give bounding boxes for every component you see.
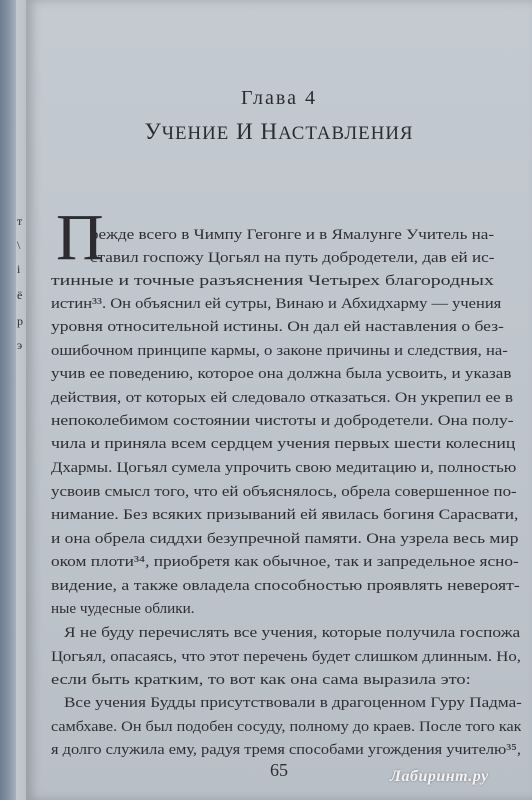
book-edge — [0, 0, 16, 800]
text-line: Дхармы. Цогьял сумела упрочить свою медитацию и, полностью — [51, 459, 517, 476]
chapter-label: Глава 4 — [241, 87, 317, 109]
previous-page-fragment: ё — [17, 288, 23, 302]
text-line: действия, от которых ей следовало отказаться. Он укрепил ее в — [51, 389, 514, 406]
previous-page-fragment: т — [17, 214, 23, 228]
text-line: самбхаве. Он был подобен сосуду, полному до краев. После того как — [51, 718, 522, 735]
text-line: Цогьял, опасаясь, что этот перечень будет слишком длинным. Но, — [51, 648, 521, 665]
text-line: режде всего в Чимпу Гегонге и в Ямалунге Учитель на- — [90, 226, 495, 243]
text-line: ставил госпожу Цогьял на путь добродетели, дав ей ис- — [90, 249, 495, 266]
text-line: уровня относительной истины. Он дал ей наставления о без- — [51, 318, 504, 335]
text-line: усвоив смысл того, что ей объяснялось, обрела совершенное по- — [51, 483, 517, 500]
previous-page-fragment: і — [17, 262, 21, 276]
text-line: нимание. Без всяких призываний ей явилась богиня Сарасвати, — [51, 506, 519, 523]
watermark: Лабиринт.ру — [390, 768, 489, 785]
previous-page-fragment: \ — [17, 238, 21, 252]
text-line: ошибочном принципе кармы, о законе причины и следствия, на- — [51, 342, 508, 359]
text-line: истин³³. Он объяснил ей сутры, Винаю и Абхидхарму — учения — [51, 295, 502, 312]
text-line: чила и приняла всем сердцем учения первых шести колесниц — [51, 435, 516, 452]
text-line: ные чудесные облики. — [51, 600, 195, 617]
text-line: непоколебимом состоянии чистоты и добродетели. Она полу- — [51, 412, 514, 429]
book-page — [26, 0, 532, 800]
text-line: Я не буду перечислять все учения, которые получила госпожа — [64, 624, 521, 641]
previous-page-fragment: э — [17, 338, 23, 352]
text-line: учив ее поведению, которое она должна была усвоить, и указав — [51, 365, 512, 382]
text-line: Все учения Будды присутствовали в драгоценном Гуру Падма- — [64, 694, 522, 711]
page-number: 65 — [270, 760, 288, 780]
text-line: если быть кратким, то вот как она сама выразила это: — [51, 671, 471, 688]
text-line: я долго служила ему, радуя тремя способами угождения учителю³⁵, — [51, 741, 521, 758]
text-line: оком плоти³⁴, приобретя как обычное, так и запредельное ясно- — [51, 553, 519, 570]
text-line: и она обрела сиддхи безупречной памяти. Она узрела весь мир — [51, 530, 519, 547]
drop-cap: П — [56, 201, 104, 274]
text-line: видение, а также овладела способностью проявлять невероят- — [51, 577, 520, 594]
previous-page-fragment: р — [17, 314, 23, 328]
chapter-title: УЧЕНИЕ И НАСТАВЛЕНИЯ — [144, 119, 414, 144]
text-line: тинные и точные разъяснения Четырех благородных — [51, 272, 494, 289]
